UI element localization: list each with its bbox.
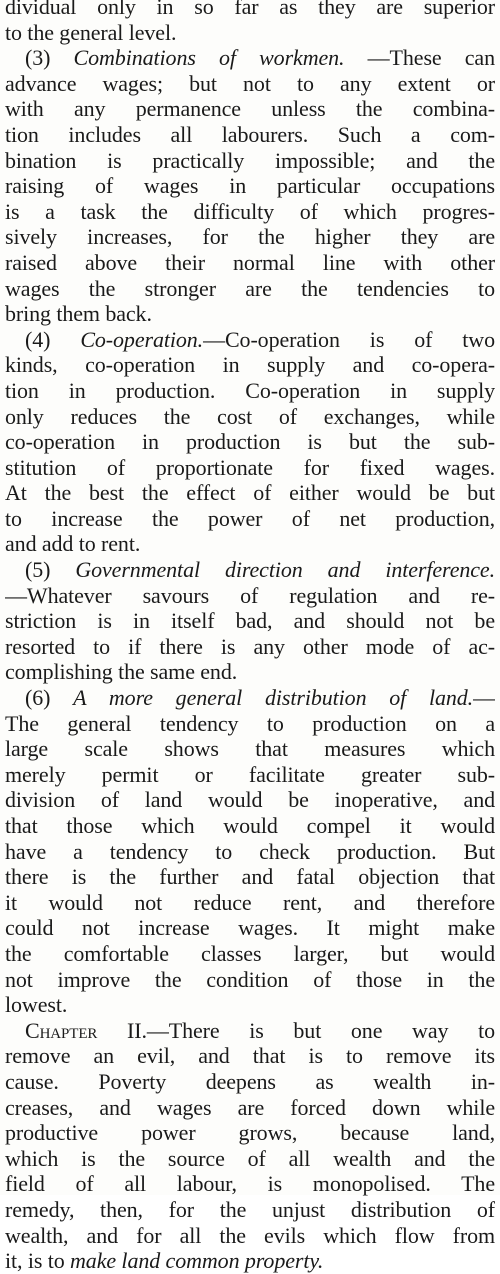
italic-run: A more general distribution of land. xyxy=(73,685,474,711)
text-line xyxy=(5,96,495,122)
text-run: stitution of proportionate for fixed wages. xyxy=(5,454,495,480)
text-line xyxy=(5,736,495,762)
text-run: could not increase wages. It might make xyxy=(5,915,495,941)
text-run: (4) xyxy=(25,326,81,352)
text-line xyxy=(5,1018,495,1044)
text-line xyxy=(5,199,495,225)
text-run: it, is to xyxy=(5,1248,71,1274)
text-line xyxy=(5,813,495,839)
text-run: not improve the condition of those in the xyxy=(5,966,495,992)
text-line xyxy=(5,557,495,583)
text-run: field of all labour, is monopolised. The xyxy=(5,1171,495,1197)
text-line xyxy=(5,404,495,430)
text-run: to the general level. xyxy=(5,19,177,45)
text-run: and add to rent. xyxy=(5,531,141,557)
text-line xyxy=(5,1146,495,1172)
text-run: creases, and wages are forced down while xyxy=(5,1094,495,1120)
italic-run: Governmental direction and interference. xyxy=(75,557,495,583)
text-run: (5) xyxy=(25,557,76,583)
text-run: — xyxy=(473,685,495,711)
text-run: advance wages; but not to any extent or xyxy=(5,70,495,96)
text-run: The general tendency to production on a xyxy=(5,710,495,736)
text-run: bination is practically impossible; and the xyxy=(5,147,495,173)
text-line xyxy=(5,378,495,404)
text-line xyxy=(5,762,495,788)
text-run: merely permit or facilitate greater sub- xyxy=(5,761,495,787)
text-run: wages the stronger are the tendencies to xyxy=(5,275,495,301)
text-line xyxy=(5,992,495,1018)
text-run: bring them back. xyxy=(5,301,152,327)
text-line xyxy=(5,1248,495,1274)
italic-run: make land common property. xyxy=(70,1248,324,1274)
text-line xyxy=(5,634,495,660)
text-run: productive power grows, because land, xyxy=(5,1120,495,1146)
text-line xyxy=(5,352,495,378)
text-line xyxy=(5,250,495,276)
text-run: —These can xyxy=(344,45,495,71)
text-line xyxy=(5,967,495,993)
text-run: wealth, and for all the evils which flow from xyxy=(5,1222,495,1248)
text-line xyxy=(5,0,495,20)
text-run: sively increases, for the higher they are xyxy=(5,224,495,250)
text-run: (6) xyxy=(25,685,74,711)
text-run: striction is in itself bad, and should not be xyxy=(5,608,495,634)
text-line xyxy=(5,276,495,302)
text-run: remedy, then, for the unjust distribution of xyxy=(5,1196,495,1222)
text-run: co-operation in production is but the sub- xyxy=(5,429,495,455)
text-run: lowest. xyxy=(5,992,68,1018)
text-run: large scale shows that measures which xyxy=(5,736,495,762)
text-line xyxy=(5,890,495,916)
text-line xyxy=(5,506,495,532)
text-line xyxy=(5,685,495,711)
text-line xyxy=(5,1069,495,1095)
text-line xyxy=(5,224,495,250)
small-caps-run: Chapter xyxy=(25,1017,98,1043)
text-line xyxy=(5,429,495,455)
text-line xyxy=(5,480,495,506)
text-run: dividual only in so far as they are superior xyxy=(5,0,495,19)
text-run: that those which would compel it would xyxy=(5,813,495,838)
text-line xyxy=(5,1171,495,1197)
text-run: with any permanence unless the combina- xyxy=(5,96,495,122)
text-line xyxy=(5,173,495,199)
text-run: complishing the same end. xyxy=(5,659,238,685)
text-run: raising of wages in particular occupations xyxy=(5,173,495,199)
text-line xyxy=(5,455,495,481)
text-line xyxy=(5,839,495,865)
text-run: to increase the power of net production, xyxy=(5,505,495,531)
text-run: is a task the difficulty of which progres- xyxy=(5,198,495,224)
text-run: raised above their normal line with other xyxy=(5,249,495,275)
text-run: kinds, co-operation in supply and co-opera- xyxy=(5,352,495,378)
text-run: cause. Poverty deepens as wealth in- xyxy=(5,1068,495,1094)
text-run: tion includes all labourers. Such a com- xyxy=(5,121,495,147)
text-run: —Co-operation is of two xyxy=(203,326,495,352)
text-run: —Whatever savours of regulation and re- xyxy=(5,582,495,608)
text-line xyxy=(5,659,495,685)
text-run: the comfortable classes larger, but would xyxy=(5,940,495,966)
text-run: only reduces the cost of exchanges, while xyxy=(5,403,495,429)
text-line xyxy=(5,864,495,890)
text-run: which is the source of all wealth and the xyxy=(5,1145,495,1171)
text-line xyxy=(5,301,495,327)
text-line xyxy=(5,787,495,813)
italic-run: Combinations of workmen. xyxy=(73,45,345,71)
text-line xyxy=(5,1120,495,1146)
text-run: II.—There is but one way to xyxy=(97,1017,495,1043)
text-line xyxy=(5,1223,495,1249)
text-line xyxy=(5,45,495,71)
text-run: have a tendency to check production. But xyxy=(5,838,495,864)
text-line xyxy=(5,915,495,941)
article-column xyxy=(5,0,495,1274)
text-line xyxy=(5,583,495,609)
text-run: remove an evil, and that is to remove its xyxy=(5,1043,495,1069)
italic-run: Co-operation. xyxy=(80,326,204,352)
text-line xyxy=(5,148,495,174)
text-run: (3) xyxy=(25,45,74,71)
text-line xyxy=(5,531,495,557)
text-line xyxy=(5,20,495,46)
text-run: there is the further and fatal objection that xyxy=(5,864,495,890)
text-line xyxy=(5,327,495,353)
text-line xyxy=(5,608,495,634)
text-line xyxy=(5,941,495,967)
text-line xyxy=(5,1095,495,1121)
text-run: division of land would be inoperative, and xyxy=(5,787,495,813)
text-line xyxy=(5,71,495,97)
text-line xyxy=(5,1043,495,1069)
text-run: it would not reduce rent, and therefore xyxy=(5,889,495,915)
text-line xyxy=(5,122,495,148)
text-run: tion in production. Co-operation in supply xyxy=(5,377,495,403)
text-run: At the best the effect of either would be but xyxy=(5,480,495,506)
text-line xyxy=(5,1197,495,1223)
text-line xyxy=(5,711,495,737)
text-run: resorted to if there is any other mode of ac- xyxy=(5,633,495,659)
